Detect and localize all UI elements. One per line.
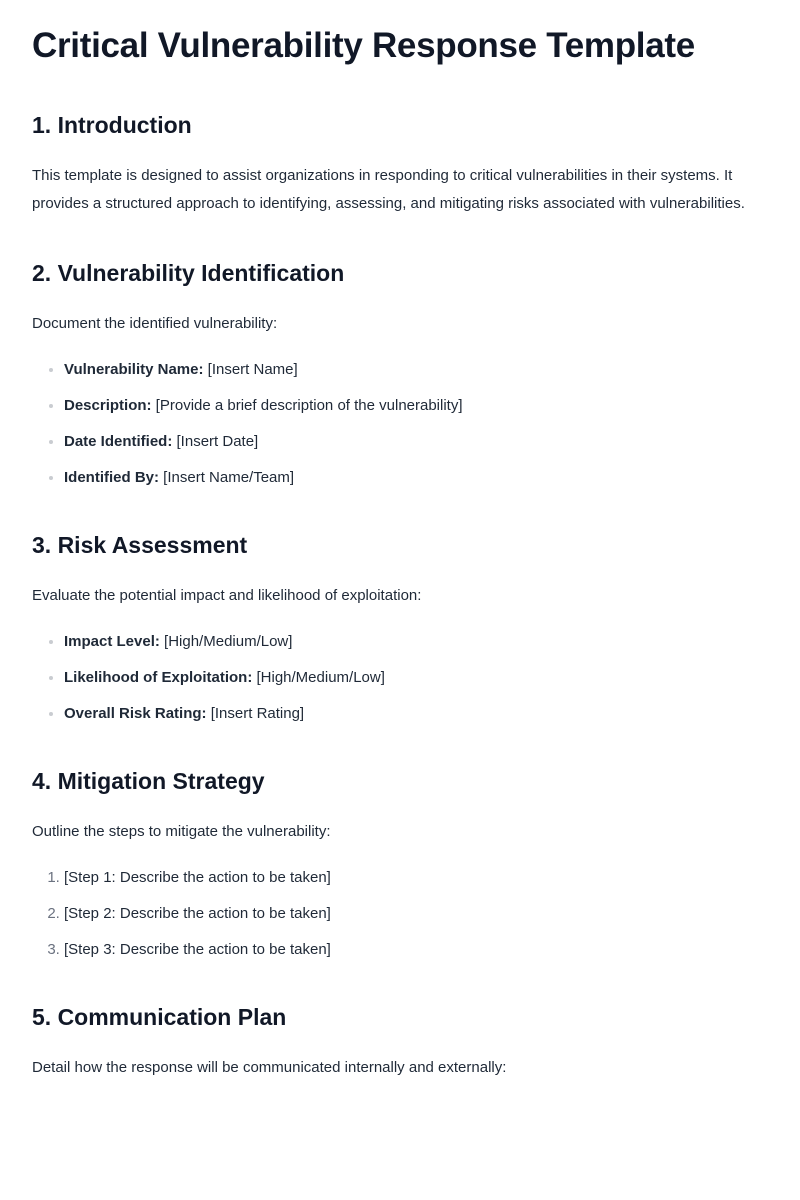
list-item [64,466,768,490]
item-label: Date Identified: [64,433,173,450]
item-label: Identified By: [64,469,160,486]
risk-list [32,630,768,726]
section-intro-communication-plan: Detail how the response will be communicated internally and externally: [32,1059,507,1076]
section-heading-risk-assessment: 3. Risk Assessment [32,532,248,558]
item-value: [Insert Rating] [206,705,305,722]
section-heading-introduction: 1. Introduction [32,112,192,138]
item-value: [Provide a brief description of the vulnerability] [151,397,463,414]
section-intro-introduction: This template is designed to assist organizations in responding to critical vulnerabilities in their systems. It provides a structured approach to identifying, assessing, and mitigating risks associated with vulnerabilities. [32,167,745,212]
section-intro-vulnerability-identification: Document the identified vulnerability: [32,315,278,332]
item-value: [Insert Name] [203,361,298,378]
item-label: Vulnerability Name: [64,361,204,378]
section-intro-mitigation-strategy: Outline the steps to mitigate the vulnerability: [32,823,331,840]
list-item [64,394,768,418]
list-item: 1. [Step 1: Describe the action to be taken] [64,866,768,890]
list-item: 3. [Step 3: Describe the action to be taken] [64,938,768,962]
identification-list [32,358,768,490]
list-item [64,702,768,726]
section-heading-communication-plan: 5. Communication Plan [32,1004,287,1030]
list-item [64,358,768,382]
item-label: Overall Risk Rating: [64,705,207,722]
mitigation-steps-list [32,866,768,962]
item-label: Likelihood of Exploitation: [64,669,253,686]
list-item: 2. [Step 2: Describe the action to be taken] [64,902,768,926]
section-heading-mitigation-strategy: 4. Mitigation Strategy [32,768,265,794]
item-value: [Insert Date] [172,433,259,450]
item-label: Description: [64,397,152,414]
list-item [64,430,768,454]
item-value: [High/Medium/Low] [159,633,293,650]
item-value: [High/Medium/Low] [252,669,385,686]
list-item [64,630,768,654]
item-value: [Insert Name/Team] [159,469,295,486]
page-title: Critical Vulnerability Response Template [32,26,695,65]
section-heading-vulnerability-identification: 2. Vulnerability Identification [32,260,345,286]
list-item [64,666,768,690]
section-intro-risk-assessment: Evaluate the potential impact and likelihood of exploitation: [32,587,422,604]
item-label: Impact Level: [64,633,160,650]
